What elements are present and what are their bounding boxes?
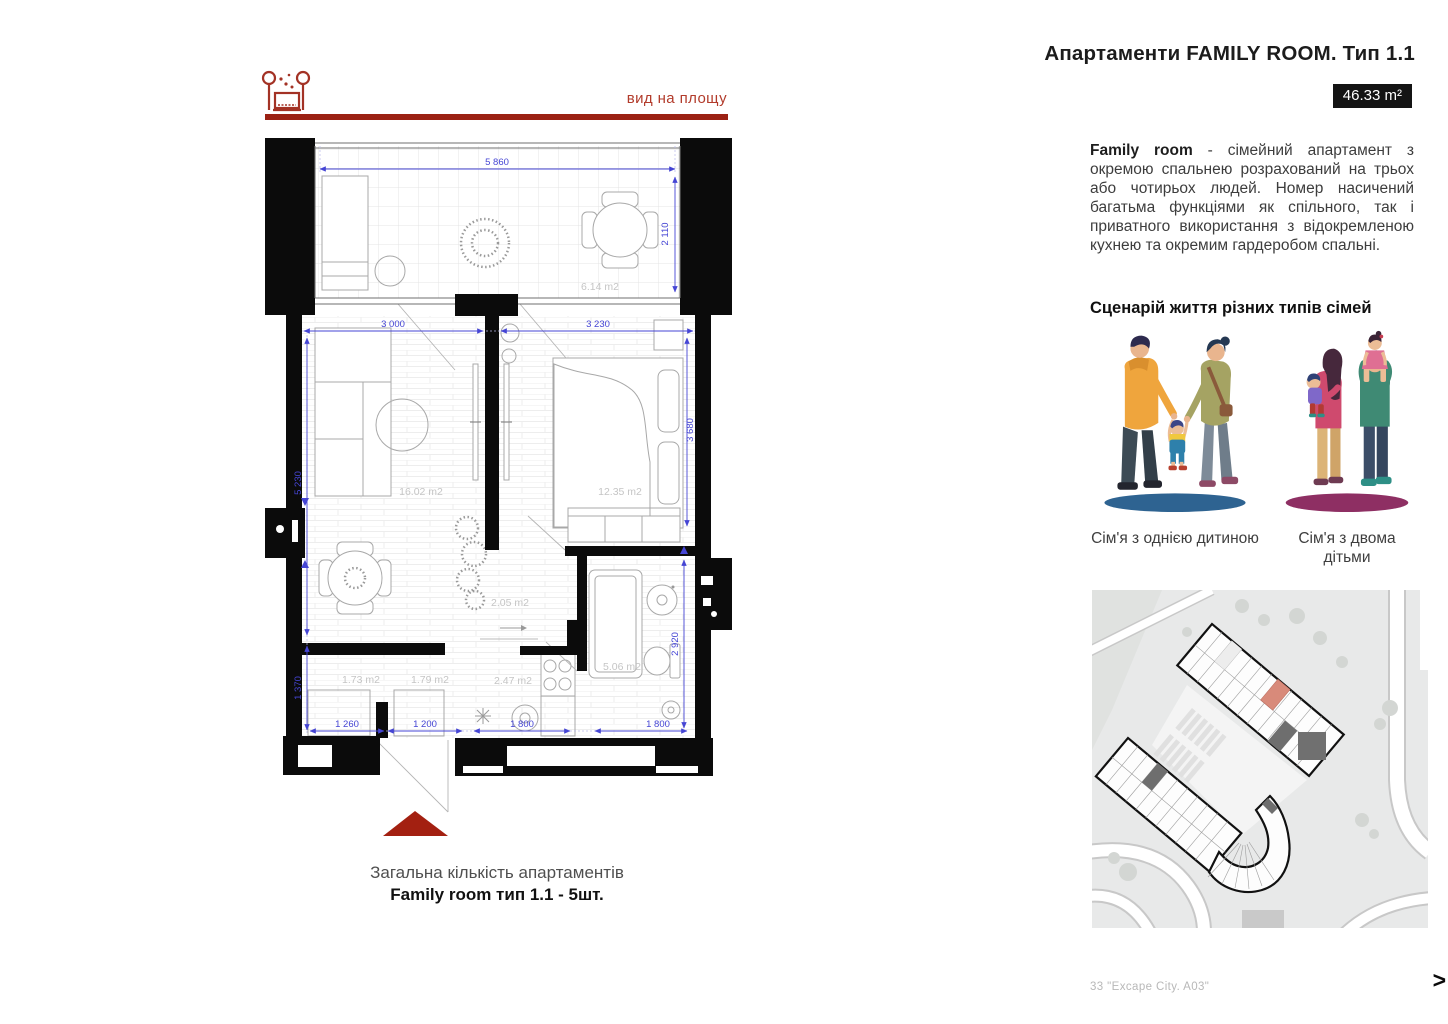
dim-label: 1 800 — [646, 719, 670, 730]
entrance-block — [1242, 910, 1284, 928]
apartment-count — [297, 862, 697, 907]
dim-label: 1 260 — [335, 719, 359, 730]
site-plan-map — [1092, 590, 1428, 928]
floor-plan — [258, 130, 742, 872]
mother-figure — [1184, 337, 1238, 487]
description-lead: Family room — [1090, 142, 1193, 159]
area-badge: 46.33 m² — [1333, 84, 1412, 108]
dim-label: 1 370 — [293, 676, 304, 700]
family-one-child-illustration — [1090, 330, 1260, 525]
dim-label: 2 920 — [670, 632, 681, 656]
dim-label: 3 230 — [586, 319, 610, 330]
child-figure — [1169, 420, 1188, 470]
dim-label: 1 800 — [510, 719, 534, 730]
family-two-children — [1276, 330, 1418, 568]
family-one-child — [1086, 330, 1264, 568]
dim-label: 5 230 — [293, 471, 304, 495]
view-direction-line — [265, 114, 728, 120]
description-paragraph — [1090, 141, 1414, 255]
area-label: 1.73 m2 — [342, 674, 380, 686]
area-label: 6.14 m2 — [581, 281, 619, 293]
scenario-heading: Сценарій життя різних типів сімей — [1090, 299, 1372, 317]
family-two-children-caption: Сім'я з двома дітьми — [1298, 530, 1396, 567]
apartment-count-label: Загальна кількість апартаментів — [370, 863, 624, 882]
father-figure — [1117, 336, 1177, 490]
description-body: - сімейний апартамент з окремою спальнею розрахований на трьох або чотирьох людей. Номер насичений багатьма функціями як спільного, так і приватного використання з відокремленою кухнею та окремим гардеробом спальні. — [1090, 142, 1414, 255]
area-label: 12.35 m2 — [598, 486, 642, 498]
area-label: 5.06 m2 — [603, 661, 641, 673]
dim-label: 2 110 — [660, 222, 671, 246]
entrance-arrow — [383, 811, 448, 836]
area-label: 1.79 m2 — [411, 674, 449, 686]
dim-label: 3 000 — [381, 319, 405, 330]
page-footer: 33 "Excape City. A03" — [1090, 981, 1210, 993]
sink — [647, 585, 677, 615]
apartment-count-value: Family room тип 1.1 - 5шт. — [390, 885, 604, 905]
dim-label: 3 680 — [685, 418, 696, 442]
view-direction-label: вид на площу — [626, 90, 727, 107]
dim-label: 1 200 — [413, 719, 437, 730]
page-title: Апартаменти FAMILY ROOM. Тип 1.1 — [1044, 42, 1415, 65]
area-label: 2.47 m2 — [494, 675, 532, 687]
next-page-arrow[interactable]: > — [1432, 967, 1446, 993]
dark-block — [1298, 732, 1326, 760]
family-one-child-caption: Сім'я з однією дитиною — [1091, 530, 1259, 547]
area-label: 2.05 m2 — [491, 597, 529, 609]
area-label: 16.02 m2 — [399, 486, 443, 498]
family-illustrations — [1086, 330, 1418, 568]
light-symbol — [475, 708, 491, 724]
dim-label: 5 860 — [485, 157, 509, 168]
family-two-children-illustration — [1277, 330, 1417, 525]
